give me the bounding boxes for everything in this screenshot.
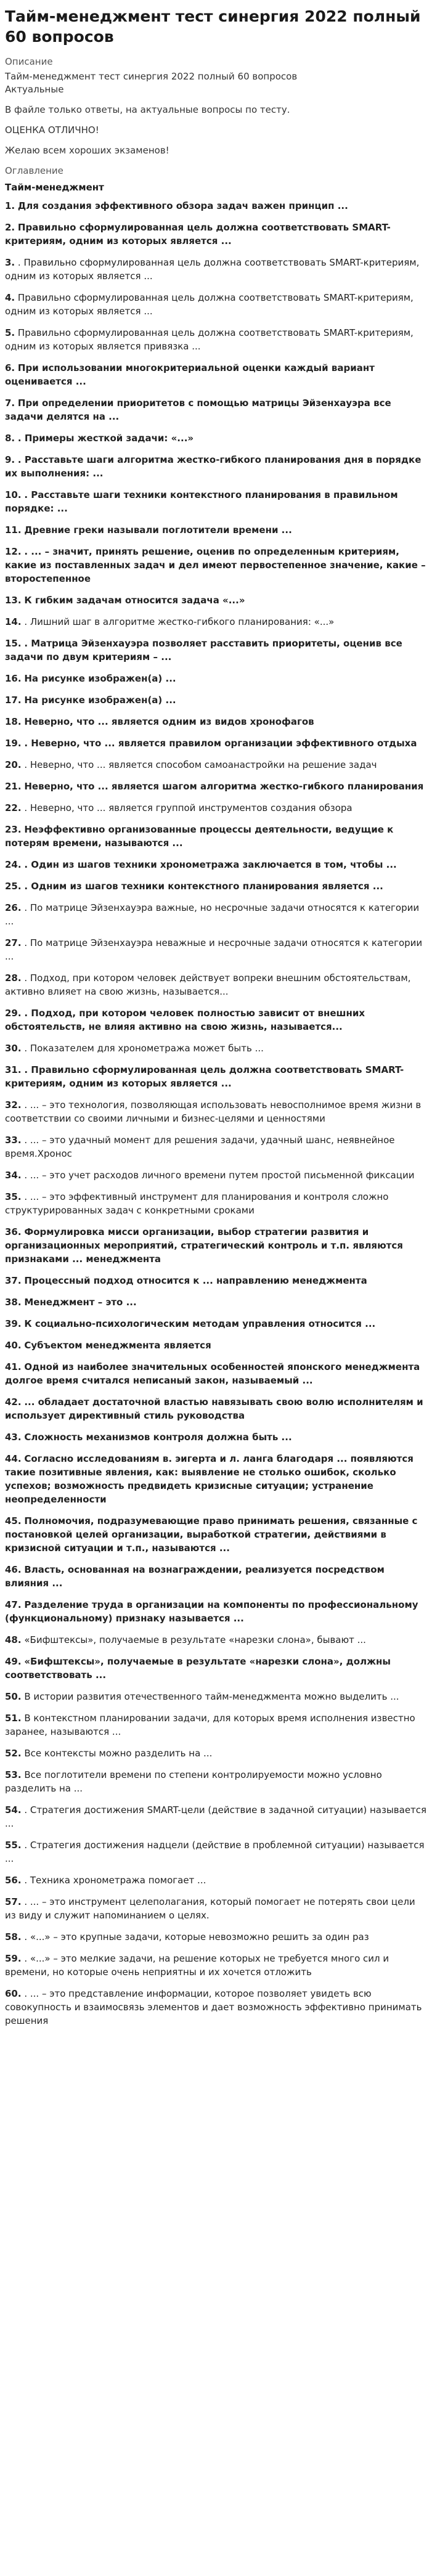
toc-item-text: Формулировка мисси организации, выбор стратегии развития и организационных мероприятий, стратегический контроль и т.п. являются признаками ... менеджмента	[5, 1226, 403, 1265]
toc-item-link[interactable]	[5, 257, 419, 282]
toc-item-number: 17.	[5, 695, 22, 706]
toc-item-number: 57.	[5, 1896, 22, 1907]
toc-item-link[interactable]	[5, 489, 398, 514]
toc-item-text: . ... – это технология, позволяющая использовать невосполнимое время жизни в соответствии со своими личными и бизнес-целями и ценностями	[5, 1099, 422, 1124]
toc-item-number: 41.	[5, 1361, 22, 1372]
toc-item	[5, 1430, 427, 1444]
toc-item-link[interactable]	[5, 397, 391, 422]
toc-item-text: Власть, основанная на вознаграждении, реализуется посредством влияния ...	[5, 1564, 385, 1589]
toc-item-text: Правильно сформулированная цель должна соответствовать SMART-критериям, одним из которых является ...	[5, 222, 391, 247]
toc-item	[5, 1295, 427, 1309]
toc-item-number: 52.	[5, 1748, 22, 1759]
toc-item-link[interactable]	[5, 1840, 424, 1864]
toc-item-text: Неверно, что ... является шагом алгоритма жестко-гибкого планирования	[24, 781, 424, 792]
toc-item-number: 22.	[5, 802, 22, 813]
toc-item-link[interactable]	[5, 1634, 366, 1645]
toc-item-text: Согласно исследованиям в. эигерта и л. ланга благодаря ... появляются такие позитивные явления, как: выявление не столько ошибок, сколько успехов; возможность предвидеть кризисные ситуации; устранение неопределенности	[5, 1453, 414, 1505]
toc-item-number: 9.	[5, 454, 15, 465]
toc-item	[5, 1873, 427, 1887]
toc-item-link[interactable]	[5, 1043, 264, 1054]
toc-item-text: . Неверно, что ... является способом самоанастройки на решение задач	[24, 759, 377, 770]
toc-item-number: 10.	[5, 489, 22, 500]
toc-item-link[interactable]	[5, 1515, 417, 1554]
toc-item	[5, 1952, 427, 1979]
toc-item-number: 32.	[5, 1099, 22, 1111]
toc-item-text: При определении приоритетов с помощью матрицы Эйзенхауэра все задачи делятся на ...	[5, 397, 391, 422]
toc-item-text: При использовании многокритериальной оценки каждый вариант оценивается ...	[5, 362, 375, 387]
toc-item-number: 24.	[5, 859, 22, 870]
toc-item-link[interactable]	[5, 972, 411, 997]
toc-item-link[interactable]	[5, 1896, 415, 1921]
toc-item-link[interactable]	[5, 1875, 206, 1886]
toc-item-number: 11.	[5, 524, 22, 536]
toc-item	[5, 879, 427, 893]
description-gap	[5, 116, 427, 124]
toc-item-text: Процессный подход относится к ... направлению менеджмента	[24, 1275, 367, 1286]
toc-item-link[interactable]	[5, 902, 419, 927]
toc-item-number: 5.	[5, 327, 15, 338]
toc-item-number: 29.	[5, 1008, 22, 1019]
toc-item-link[interactable]	[5, 824, 393, 849]
toc-item-link[interactable]	[5, 1396, 423, 1421]
toc-item-number: 58.	[5, 1931, 22, 1942]
toc-item-text: . Показателем для хронометража может быть ...	[24, 1043, 264, 1054]
toc-item	[5, 291, 427, 318]
toc-item-link[interactable]	[5, 1135, 395, 1159]
toc-item-text: . Подход, при котором человек полностью зависит от внешних обстоятельств, не влияя активно на свою жизнь, называется...	[5, 1008, 365, 1032]
toc-item	[5, 901, 427, 928]
toc-item-text: Сложность механизмов контроля должна быть ...	[24, 1432, 292, 1443]
toc-item	[5, 1360, 427, 1387]
toc-item-text: . Одним из шагов техники контекстного планирования является ...	[24, 881, 383, 892]
toc-item	[5, 672, 427, 685]
toc-item-link[interactable]	[5, 738, 417, 749]
toc-item-number: 36.	[5, 1226, 22, 1237]
toc-item-number: 3.	[5, 257, 15, 268]
toc-item	[5, 1098, 427, 1125]
toc-item-text: . Один из шагов техники хронометража заключается в том, чтобы ...	[24, 859, 397, 870]
toc-item-text: . ... – это эффективный инструмент для планирования и контроля сложно структурированных задач с конкретными сроками	[5, 1191, 389, 1216]
toc-item-link[interactable]	[5, 1769, 382, 1794]
toc-item	[5, 221, 427, 248]
toc-item-link[interactable]	[5, 1656, 391, 1681]
toc-item-link[interactable]	[5, 1988, 422, 2026]
toc-item-link[interactable]	[5, 1748, 212, 1759]
toc-item	[5, 1339, 427, 1352]
description-line: Актуальные	[5, 84, 64, 95]
toc-item-link[interactable]	[5, 1691, 399, 1702]
toc-item-link[interactable]	[5, 673, 176, 684]
toc-item	[5, 1838, 427, 1865]
toc-item-text: «Бифштексы», получаемые в результате «нарезки слона», должны соответствовать ...	[5, 1656, 391, 1681]
toc-item-number: 20.	[5, 759, 22, 770]
toc-item-number: 51.	[5, 1713, 22, 1724]
toc-item	[5, 1168, 427, 1182]
description-line: Тайм-менеджмент тест синергия 2022 полный 60 вопросов	[5, 71, 298, 82]
toc-item-text: . Лишний шаг в алгоритме жестко-гибкого планирования: «...»	[24, 616, 335, 627]
toc-item-link[interactable]	[5, 1453, 414, 1505]
toc-item-text: ... обладает достаточной властью навязывать свою волю исполнителям и использует директивный стиль руководства	[5, 1396, 423, 1421]
toc-item	[5, 858, 427, 871]
toc-item-text: Полномочия, подразумевающие право принимать решения, связанные с постановкой целей организации, выработкой стратегии, действиями в кризисной ситуации и т.п., называются ...	[5, 1515, 418, 1554]
toc-item-number: 13.	[5, 595, 22, 606]
toc-item-number: 34.	[5, 1170, 22, 1181]
toc-item-text: «Бифштексы», получаемые в результате «нарезки слона», бывают ...	[24, 1634, 366, 1645]
toc-item	[5, 199, 427, 213]
toc-item-text: Одной из наиболее значительных особенностей японского менеджмента долгое время считался неписаный закон, называемый ...	[5, 1361, 420, 1386]
toc-item-text: . ... – это инструмент целеполагания, который помогает не потерять свои цели из виду и служит напоминанием о целях.	[5, 1896, 415, 1921]
toc-item-link[interactable]	[5, 362, 375, 387]
description-line: Желаю всем хороших экзаменов!	[5, 145, 169, 156]
toc-item	[5, 1274, 427, 1287]
toc-item	[5, 396, 427, 423]
toc-item-link[interactable]	[5, 1804, 426, 1829]
toc-item-number: 16.	[5, 673, 22, 684]
toc-item-number: 21.	[5, 781, 22, 792]
toc-item-number: 44.	[5, 1453, 22, 1464]
toc-item-text: . Стратегия достижения надцели (действие в проблемной ситуации) называется ...	[5, 1840, 425, 1864]
toc-item-link[interactable]	[5, 1564, 385, 1589]
toc-item-link[interactable]	[5, 616, 334, 627]
toc-item-link[interactable]	[5, 1297, 137, 1308]
toc-item-text: . «...» – это крупные задачи, которые невозможно решить за один раз	[24, 1931, 369, 1942]
toc-item-link[interactable]	[5, 454, 421, 479]
toc-item-number: 33.	[5, 1135, 22, 1146]
toc-item-number: 15.	[5, 638, 22, 649]
toc-item-link[interactable]	[5, 524, 292, 536]
toc-item-link[interactable]	[5, 859, 397, 870]
toc-item-number: 37.	[5, 1275, 22, 1286]
toc-item	[5, 545, 427, 585]
toc-item	[5, 1711, 427, 1738]
toc-item-text: В контекстном планировании задачи, для которых время исполнения известно заранее, называются ...	[5, 1713, 415, 1737]
toc-item	[5, 1768, 427, 1795]
toc-item-number: 27.	[5, 937, 22, 948]
toc-item-number: 53.	[5, 1769, 22, 1780]
toc-item	[5, 593, 427, 607]
toc-item	[5, 615, 427, 629]
toc-item-number: 14.	[5, 616, 22, 627]
toc-item-link[interactable]	[5, 638, 402, 662]
toc-item-number: 28.	[5, 972, 22, 984]
toc-item	[5, 326, 427, 353]
toc-item-link[interactable]	[5, 881, 383, 892]
toc-item-number: 47.	[5, 1599, 22, 1610]
toc-item-link[interactable]	[5, 1931, 369, 1942]
toc-item	[5, 488, 427, 515]
toc-item-text: Неверно, что ... является одним из видов хронофагов	[24, 716, 314, 727]
toc-item-text: В истории развития отечественного тайм-менеджмента можно выделить ...	[24, 1691, 399, 1702]
toc-item-link[interactable]	[5, 1008, 365, 1032]
toc-item	[5, 1190, 427, 1217]
toc-item-number: 59.	[5, 1953, 22, 1964]
toc-item-number: 8.	[5, 433, 15, 444]
toc-item-number: 35.	[5, 1191, 22, 1202]
toc-item-link[interactable]	[5, 222, 391, 247]
toc-item-number: 12.	[5, 546, 22, 557]
toc-item-text: Для создания эффективного обзора задач важен принцип ...	[17, 200, 348, 211]
toc-item	[5, 1598, 427, 1625]
toc-item-number: 38.	[5, 1297, 22, 1308]
toc-item-link[interactable]	[5, 200, 348, 211]
toc-item-text: На рисунке изображен(а) ...	[24, 673, 176, 684]
toc-item-link[interactable]	[5, 1099, 421, 1124]
toc-item-text: . Неверно, что ... является группой инструментов создания обзора	[24, 802, 353, 813]
toc-item-text: . «...» – это мелкие задачи, на решение которых не требуется много сил и времени, но которые очень неприятны и их хочется отложить	[5, 1953, 389, 1978]
toc-item-link[interactable]	[5, 1953, 389, 1978]
toc-item-text: . ... – это удачный момент для решения задачи, удачный шанс, неявнейное время.Хронос	[5, 1135, 395, 1159]
toc-item-text: Разделение труда в организации на компоненты по профессиональному (функциональному) признаку называется ...	[5, 1599, 418, 1624]
toc-item-number: 49.	[5, 1656, 22, 1667]
toc-item-number: 30.	[5, 1043, 22, 1054]
toc-item-text: . Техника хронометража помогает ...	[24, 1875, 206, 1886]
toc-item	[5, 1514, 427, 1555]
toc-item	[5, 1633, 427, 1647]
toc-item-text: . Правильно сформулированная цель должна соответствовать SMART-критериям, одним из которых является ...	[5, 1064, 404, 1089]
toc-item	[5, 693, 427, 707]
toc-item	[5, 431, 427, 445]
toc-item-text: . Подход, при котором человек действует вопреки внешним обстоятельствам, активно влияет на свою жизнь, называется...	[5, 972, 411, 997]
description-line: В файле только ответы, на актуальные вопросы по тесту.	[5, 104, 290, 115]
toc-item-link[interactable]	[5, 292, 414, 317]
toc-item-text: Все поглотители времени по степени контролируемости можно условно разделить на ...	[5, 1769, 382, 1794]
toc-item-number: 46.	[5, 1564, 22, 1575]
toc-item-link[interactable]	[5, 759, 377, 770]
toc-item-link[interactable]	[5, 1275, 367, 1286]
toc-item-number: 60.	[5, 1988, 22, 1999]
toc-item	[5, 758, 427, 772]
toc-item-link[interactable]	[5, 716, 314, 727]
toc-item-text: . Матрица Эйзенхауэра позволяет расставить приоритеты, оценив все задачи по двум критериям – ...	[5, 638, 402, 662]
toc-item	[5, 1803, 427, 1830]
toc-item	[5, 1747, 427, 1760]
toc-item-number: 18.	[5, 716, 22, 727]
toc-item	[5, 1133, 427, 1160]
toc-item-link[interactable]	[5, 1340, 211, 1351]
description-body	[5, 70, 427, 157]
toc-item	[5, 1987, 427, 2028]
toc-item-link[interactable]	[5, 802, 353, 813]
toc-item-number: 42.	[5, 1396, 22, 1408]
toc-item-number: 56.	[5, 1875, 22, 1886]
toc-item	[5, 1225, 427, 1266]
toc-item	[5, 1041, 427, 1055]
toc-item	[5, 1895, 427, 1922]
toc-item-text: Неэффективно организованные процессы деятельности, ведущие к потерям времени, называются ...	[5, 824, 394, 849]
toc-item-text: Менеджмент – это ...	[24, 1297, 137, 1308]
toc-heading: Тайм-менеджмент	[5, 182, 104, 193]
toc-item	[5, 1930, 427, 1944]
description-label: Описание	[5, 56, 53, 67]
toc-item	[5, 1690, 427, 1703]
toc-item-text: . Неверно, что ... является правилом организации эффективного отдыха	[24, 738, 417, 749]
toc-item-number: 43.	[5, 1432, 22, 1443]
toc-item	[5, 823, 427, 850]
toc-item	[5, 523, 427, 537]
toc-item-text: . Расставьте шаги техники контекстного планирования в правильном порядке: ...	[5, 489, 398, 514]
toc-item-link[interactable]	[5, 433, 194, 444]
toc-item-text: . Расставьте шаги алгоритма жестко-гибкого планирования дня в порядке их выполнения: ...	[5, 454, 422, 479]
description-gap	[5, 137, 427, 144]
toc-item	[5, 361, 427, 388]
toc-item-text: Правильно сформулированная цель должна соответствовать SMART-критериям, одним из которых является привязка ...	[5, 327, 414, 352]
toc-item-number: 4.	[5, 292, 15, 303]
toc-item	[5, 453, 427, 480]
toc-item-text: Правильно сформулированная цель должна соответствовать SMART-критериям, одним из которых является ...	[5, 292, 414, 317]
toc-item-text: . По матрице Эйзенхауэра неважные и несрочные задачи относятся к категории ...	[5, 937, 423, 962]
toc-item-link[interactable]	[5, 1318, 375, 1329]
toc-item-link[interactable]	[5, 1361, 420, 1386]
toc-item	[5, 1563, 427, 1590]
toc-item-number: 26.	[5, 902, 22, 913]
description-gap	[5, 96, 427, 104]
toc-item	[5, 1006, 427, 1033]
toc-item-number: 39.	[5, 1318, 22, 1329]
toc-item-number: 19.	[5, 738, 22, 749]
toc-item-number: 45.	[5, 1515, 22, 1526]
description-line: ОЦЕНКА ОТЛИЧНО!	[5, 124, 99, 136]
toc-item	[5, 256, 427, 283]
toc-item-link[interactable]	[5, 1713, 415, 1737]
toc-item-number: 54.	[5, 1804, 22, 1816]
toc-item-link[interactable]	[5, 1432, 292, 1443]
toc-item-text: Древние греки называли поглотители времени ...	[24, 524, 292, 536]
toc-item	[5, 1655, 427, 1682]
toc-item-text: К гибким задачам относится задача «...»	[24, 595, 245, 606]
toc-item-number: 25.	[5, 881, 22, 892]
toc-item-text: Субъектом менеджмента является	[24, 1340, 211, 1351]
toc-item	[5, 1317, 427, 1331]
toc-item-text: . Примеры жесткой задачи: «...»	[17, 433, 194, 444]
toc-item-number: 55.	[5, 1840, 22, 1851]
toc-item-link[interactable]	[5, 695, 176, 706]
toc-item	[5, 736, 427, 750]
toc-item-text: . По матрице Эйзенхауэра важные, но несрочные задачи относятся к категории ...	[5, 902, 420, 927]
toc-item-link[interactable]	[5, 1191, 388, 1216]
toc-item	[5, 801, 427, 815]
toc-item	[5, 971, 427, 998]
page-title: Тайм-менеджмент тест синергия 2022 полный 60 вопросов	[5, 7, 421, 46]
toc-item	[5, 1395, 427, 1422]
toc-section	[5, 165, 427, 2028]
toc-item	[5, 780, 427, 793]
toc-item-link[interactable]	[5, 781, 423, 792]
toc-item	[5, 1063, 427, 1090]
toc-item-link[interactable]	[5, 327, 414, 352]
toc-item-text: К социально-психологическим методам управления относится ...	[24, 1318, 376, 1329]
toc-item-number: 31.	[5, 1064, 22, 1075]
toc-item	[5, 936, 427, 963]
toc-item-link[interactable]	[5, 546, 426, 584]
toc-item	[5, 637, 427, 664]
toc-item-number: 50.	[5, 1691, 22, 1702]
toc-item-link[interactable]	[5, 937, 422, 962]
toc-item-number: 23.	[5, 824, 22, 835]
toc-item-text: . Стратегия достижения SMART-цели (действие в задачной ситуации) называется ...	[5, 1804, 427, 1829]
toc-item	[5, 1452, 427, 1506]
description-section	[5, 55, 427, 157]
toc-item-link[interactable]	[5, 595, 245, 606]
toc-item-link[interactable]	[5, 1064, 404, 1089]
toc-item-number: 7.	[5, 397, 15, 409]
toc-item-link[interactable]	[5, 1226, 403, 1265]
toc-list	[5, 199, 427, 2028]
toc-item-text: Все контексты можно разделить на ...	[24, 1748, 213, 1759]
toc-item-number: 48.	[5, 1634, 22, 1645]
toc-label: Оглавление	[5, 165, 63, 176]
toc-item-link[interactable]	[5, 1170, 414, 1181]
toc-item	[5, 715, 427, 728]
toc-item-text: . Правильно сформулированная цель должна соответствовать SMART-критериям, одним из которых является ...	[5, 257, 420, 282]
toc-item-text: . ... – значит, принять решение, оценив по определенным критериям, какие из поставленных задач и дел имеют первостепенное значение, какие – второстепенное	[5, 546, 426, 584]
toc-item-number: 6.	[5, 362, 15, 373]
toc-item-text: . ... – это учет расходов личного времени путем простой письменной фиксации	[24, 1170, 415, 1181]
toc-item-number: 40.	[5, 1340, 22, 1351]
toc-item-text: На рисунке изображен(а) ...	[24, 695, 176, 706]
toc-item-number: 1.	[5, 200, 15, 211]
toc-item-number: 2.	[5, 222, 15, 233]
toc-item-text: . ... – это представление информации, которое позволяет увидеть всю совокупность и взаимосвязь элементов и дает возможность эффективно принимать решения	[5, 1988, 422, 2026]
toc-item-link[interactable]	[5, 1599, 418, 1624]
